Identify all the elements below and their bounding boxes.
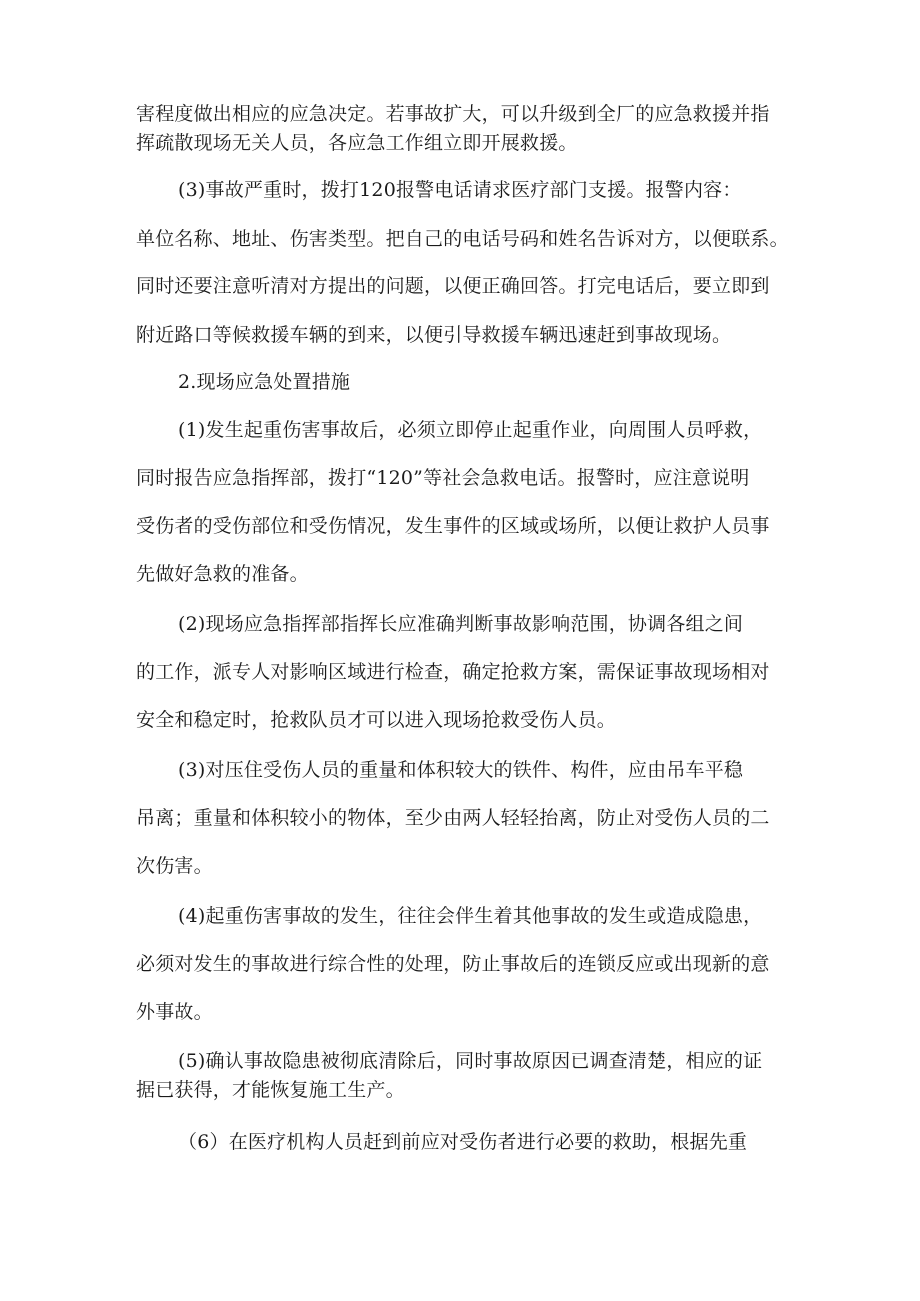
text-line: 必须对发生的事故进行综合性的处理，防止事故后的连锁反应或出现新的意: [136, 953, 770, 975]
text-line: 挥疏散现场无关人员，各应急工作组立即开展救援。: [136, 132, 578, 154]
text-line: 同时报告应急指挥部，拨打“120”等社会急救电话。报警时，应注意说明: [136, 467, 750, 489]
text-line: 安全和稳定时，抢救队员才可以进入现场抢救受伤人员。: [136, 709, 617, 731]
text-line: (3)对压住受伤人员的重量和体积较大的铁件、构件，应由吊车平稳: [178, 759, 744, 781]
text-line: (5)确认事故隐患被彻底清除后，同时事故原因已调查清楚，相应的证: [178, 1050, 763, 1072]
text-line: 附近路口等候救援车辆的到来，以便引导救援车辆迅速赶到事故现场。: [136, 324, 732, 346]
text-line: 外事故。: [136, 1001, 213, 1023]
text-line: 吊离；重量和体积较小的物体，至少由两人轻轻抬离，防止对受伤人员的二: [136, 807, 770, 829]
text-line: 单位名称、地址、伤害类型。把自己的电话号码和姓名告诉对方，以便联系。: [136, 228, 789, 250]
section-heading: 2.现场应急处置措施: [178, 371, 351, 393]
text-line: 的工作，派专人对影响区域进行检查，确定抢救方案，需保证事故现场相对: [136, 661, 770, 683]
text-line: 先做好急救的准备。: [136, 563, 309, 585]
text-line: 次伤害。: [136, 855, 213, 877]
text-line: 据已获得，才能恢复施工生产。: [136, 1079, 405, 1101]
text-line: (4)起重伤害事故的发生，往往会伴生着其他事故的发生或造成隐患，: [178, 905, 763, 927]
text-line: (3)事故严重时，拨打120报警电话请求医疗部门支援。报警内容：: [178, 179, 742, 201]
text-line: 受伤者的受伤部位和受伤情况，发生事件的区域或场所，以便让救护人员事: [136, 515, 770, 537]
text-line: (1)发生起重伤害事故后，必须立即停止起重作业，向周围人员呼救，: [178, 419, 763, 441]
text-line: (2)现场应急指挥部指挥长应准确判断事故影响范围，协调各组之间: [178, 613, 744, 635]
text-line: （6）在医疗机构人员赶到前应对受伤者进行必要的救助，根据先重: [178, 1131, 748, 1153]
text-line: 同时还要注意听清对方提出的问题，以便正确回答。打完电话后，要立即到: [136, 275, 770, 297]
text-line: 害程度做出相应的应急决定。若事故扩大，可以升级到全厂的应急救援并指: [136, 103, 770, 125]
